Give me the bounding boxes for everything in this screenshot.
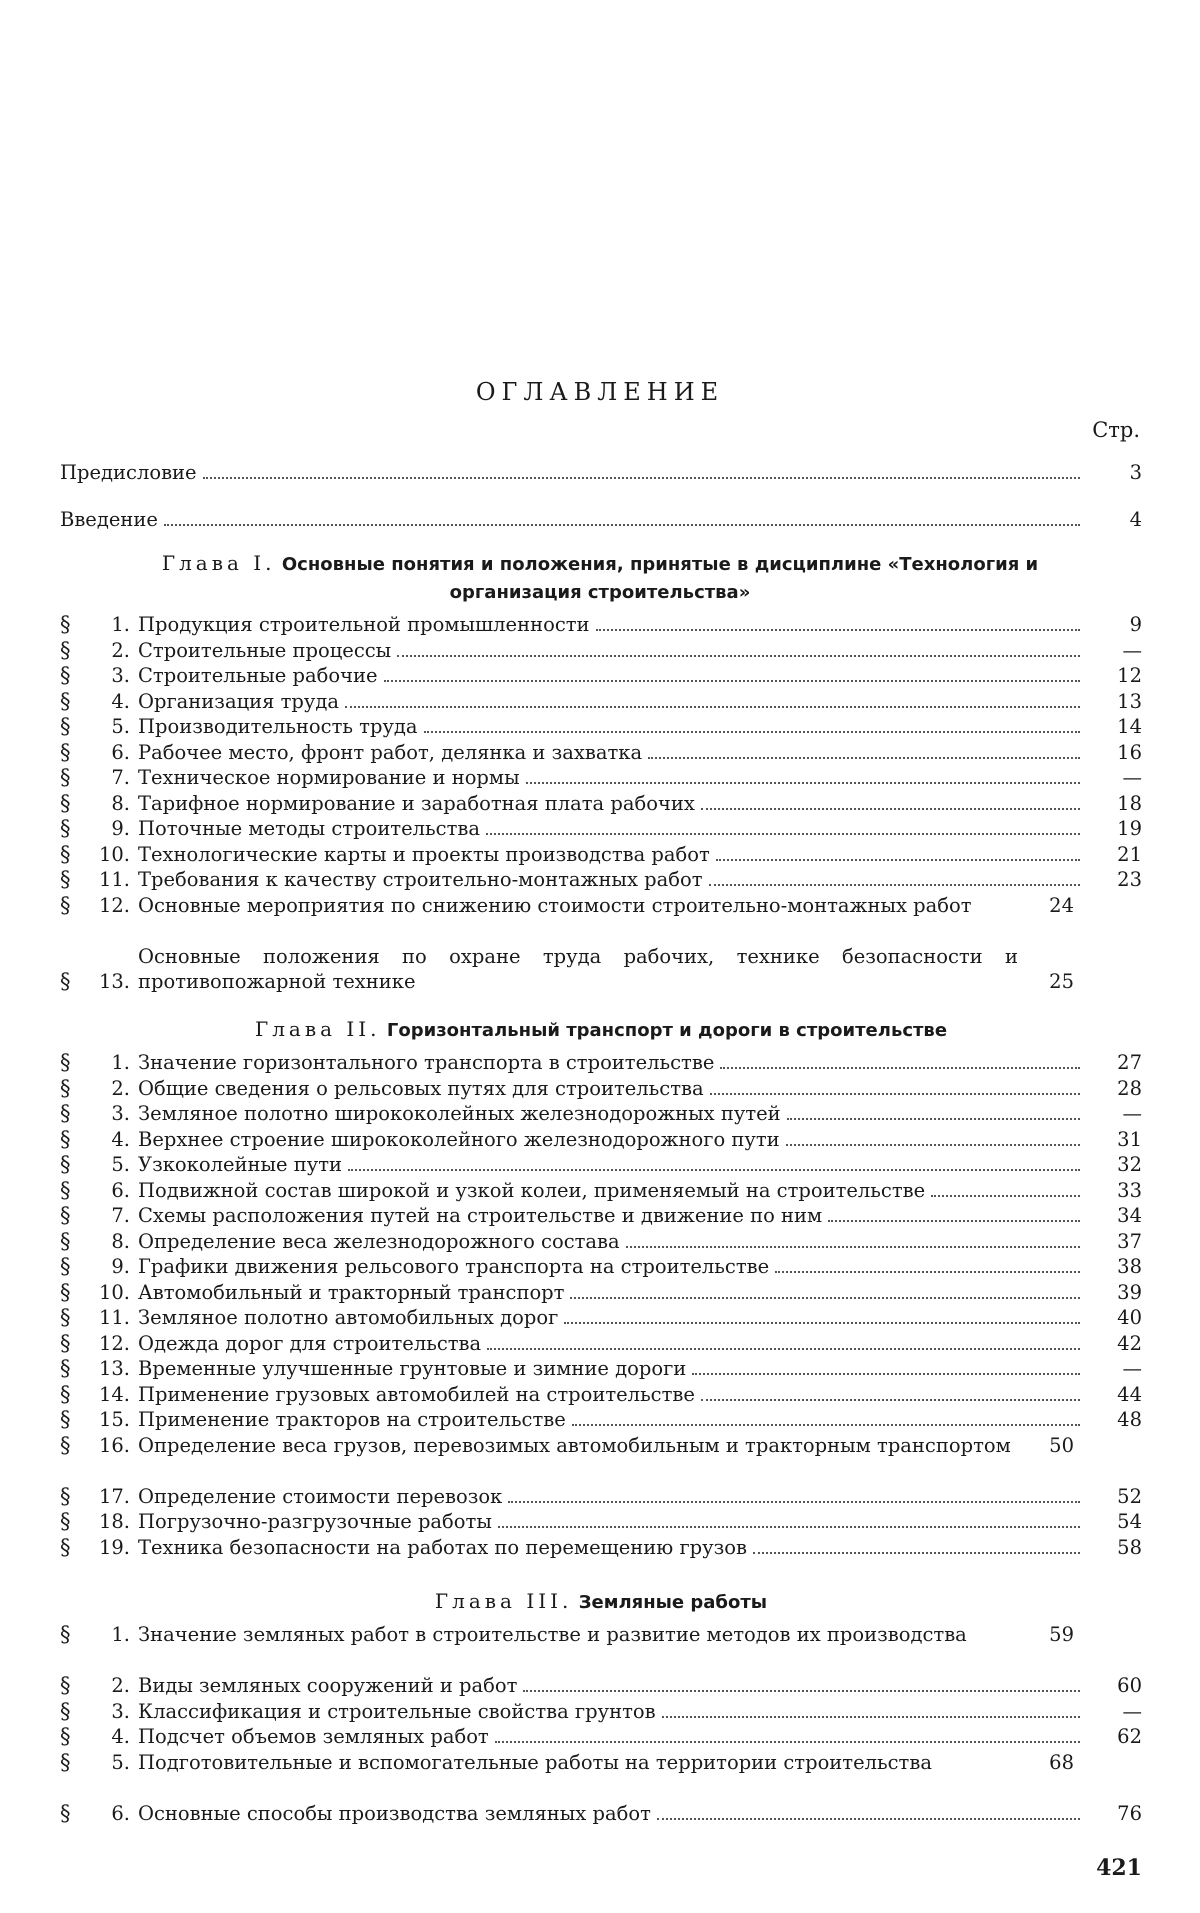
dot-leader: [648, 757, 1080, 759]
entry-title: Технологические карты и проекты производства работ: [138, 842, 710, 866]
entry-title: Погрузочно-разгрузочные работы: [138, 1510, 492, 1533]
toc-entry: [60, 1673, 1142, 1698]
entry-number: 5.: [111, 1750, 130, 1774]
entry-title: Верхнее строение ширококолейного железнодорожного пути: [138, 1127, 780, 1151]
section-sign: §: [60, 1534, 71, 1559]
entry-page: 40: [1117, 1306, 1142, 1329]
entry-title: Одежда дорог для строительства: [138, 1331, 482, 1355]
page-column-header: Стр.: [1092, 418, 1140, 442]
section-sign: §: [60, 1432, 71, 1457]
entry-title: Техническое нормирование и нормы: [138, 766, 520, 789]
entry-page: 27: [1117, 1051, 1142, 1074]
entry-page: —: [1122, 1102, 1142, 1125]
page-number: 421: [1096, 1855, 1142, 1881]
entry-page: 76: [1117, 1801, 1142, 1825]
section-sign: §: [60, 1698, 71, 1723]
section-sign: §: [60, 1483, 71, 1508]
entry-title: Строительные процессы: [138, 638, 392, 662]
entry-title: Техника безопасности на работах по перемещению грузов: [138, 1535, 747, 1559]
toc-entry: [60, 816, 1142, 841]
chapter-heading: [60, 1588, 1142, 1616]
section-sign: §: [60, 1381, 71, 1406]
entry-number: 2.: [111, 1076, 130, 1100]
section-sign: §: [60, 1254, 71, 1278]
entry-number: 2.: [111, 638, 130, 662]
entry-number: 18.: [98, 1510, 130, 1533]
entry-title: Подвижной состав широкой и узкой колеи, применяемый на строительстве: [138, 1178, 926, 1202]
dot-leader: [523, 1690, 1080, 1692]
dot-leader: [570, 1297, 1080, 1299]
toc-entry: [60, 1127, 1142, 1152]
dot-leader: [348, 1169, 1080, 1171]
section-sign: §: [60, 1305, 71, 1329]
entry-title: Временные улучшенные грунтовые и зимние дороги: [138, 1357, 687, 1380]
dot-leader: [775, 1271, 1080, 1273]
toc-entry: [60, 944, 1142, 994]
dot-leader: [486, 833, 1080, 835]
dot-leader: [931, 1195, 1080, 1197]
entry-page: 9: [1129, 613, 1142, 636]
toc-entry: [60, 1750, 1142, 1775]
dot-leader: [701, 808, 1080, 810]
toc-entry: [60, 740, 1142, 765]
entry-number: 10.: [98, 1280, 130, 1304]
toc-entry: [60, 663, 1142, 688]
entry-title: Виды земляных сооружений и работ: [138, 1674, 518, 1697]
toc-entry: [60, 1101, 1142, 1126]
section-sign: §: [60, 1673, 71, 1697]
entry-number: 17.: [98, 1484, 130, 1508]
section-sign: §: [60, 1279, 71, 1304]
entry-number: 12.: [98, 1331, 130, 1355]
section-sign: §: [60, 1203, 71, 1227]
entry-number: 4.: [111, 1127, 130, 1151]
entry-title: Рабочее место, фронт работ, делянка и захватка: [138, 740, 643, 764]
entry-title: Продукция строительной промышленности: [138, 613, 590, 636]
entry-page: 60: [1117, 1674, 1142, 1697]
dot-leader: [596, 629, 1080, 631]
section-sign: §: [60, 663, 71, 687]
chapter-label: Глава I.: [161, 551, 276, 575]
dot-leader: [384, 680, 1080, 682]
entry-page: 34: [1117, 1204, 1142, 1227]
entry-title: Определение веса железнодорожного состава: [138, 1229, 620, 1253]
entry-title: Подсчет объемов земляных работ: [138, 1725, 489, 1748]
entry-number: 6.: [111, 1178, 130, 1202]
section-sign: §: [60, 841, 71, 866]
dot-leader: [657, 1818, 1080, 1820]
entry-number: 4.: [111, 1725, 130, 1748]
entry-number: 19.: [98, 1535, 130, 1559]
section-sign: §: [60, 1356, 71, 1380]
entry-page: —: [1122, 766, 1142, 789]
entry-title: Организация труда: [138, 689, 339, 713]
entry-title: Земляное полотно ширококолейных железнодорожных путей: [138, 1102, 781, 1125]
toc-entry: [60, 1152, 1142, 1177]
toc-entry: [60, 714, 1142, 739]
toc-entry: [60, 1280, 1142, 1305]
section-sign: §: [60, 1126, 71, 1151]
entry-page: —: [1122, 638, 1142, 662]
entry-page: —: [1122, 1357, 1142, 1380]
entry-title: Значение горизонтального транспорта в строительстве: [138, 1051, 715, 1074]
entry-title: Основные способы производства земляных работ: [138, 1801, 651, 1825]
toc-entry: [60, 791, 1142, 816]
entry-number: 5.: [111, 1153, 130, 1176]
toc-entry: [60, 1407, 1142, 1432]
entry-page: 42: [1117, 1331, 1142, 1355]
chapter-heading: [140, 550, 1060, 606]
section-sign: §: [60, 1101, 71, 1125]
toc-entry: [60, 1382, 1142, 1407]
dot-leader: [716, 859, 1080, 861]
toc-entry: [60, 765, 1142, 790]
chapter-title: Горизонтальный транспорт и дороги в строительстве: [386, 1020, 948, 1041]
entry-number: 12.: [98, 893, 130, 917]
dot-leader: [787, 1118, 1080, 1120]
entry-title: Автомобильный и тракторный транспорт: [138, 1280, 565, 1304]
dot-leader: [424, 731, 1080, 733]
entry-number: 13.: [98, 969, 130, 993]
entry-number: 7.: [111, 1204, 130, 1227]
dot-leader: [753, 1552, 1080, 1554]
dot-leader: [662, 1716, 1080, 1718]
section-sign: §: [60, 968, 71, 993]
section-sign: §: [60, 1749, 71, 1774]
entry-title: Предисловие: [60, 461, 197, 484]
entry-number: 9.: [111, 1255, 130, 1278]
dot-leader: [526, 782, 1080, 784]
entry-number: 9.: [111, 817, 130, 840]
entry-page: 68: [1049, 1750, 1074, 1774]
section-sign: §: [60, 1228, 71, 1253]
entry-page: 32: [1117, 1153, 1142, 1176]
chapter-title: Земляные работы: [578, 1592, 768, 1613]
toc-entry: [60, 893, 1142, 918]
section-sign: §: [60, 1509, 71, 1533]
chapter-title: Основные понятия и положения, принятые в дисциплине «Технология и организация строительства»: [281, 554, 1039, 603]
chapter-label: Глава II.: [254, 1017, 381, 1041]
toc-entry: [60, 1331, 1142, 1356]
toc-entry: [60, 1229, 1142, 1254]
entry-page: 52: [1117, 1484, 1142, 1508]
toc-title: ОГЛАВЛЕНИЕ: [475, 378, 725, 406]
entry-page: 12: [1117, 664, 1142, 687]
entry-title: Требования к качеству строительно-монтажных работ: [138, 868, 703, 891]
toc-entry: [60, 1050, 1142, 1075]
toc-entry: [60, 842, 1142, 867]
toc-entry: [60, 689, 1142, 714]
entry-page: 54: [1117, 1510, 1142, 1533]
toc-entry: [60, 1356, 1142, 1381]
entry-title: Введение: [60, 508, 158, 531]
section-sign: §: [60, 1407, 71, 1431]
entry-title: Общие сведения о рельсовых путях для строительства: [138, 1076, 704, 1100]
entry-title: Основные мероприятия по снижению стоимости строительно-монтажных работ: [138, 893, 972, 917]
entry-number: 3.: [111, 664, 130, 687]
entry-number: 13.: [98, 1357, 130, 1380]
entry-number: 2.: [111, 1674, 130, 1697]
toc-entry: [60, 1535, 1142, 1560]
toc-entry: [60, 612, 1142, 637]
toc-entry: [60, 1305, 1142, 1330]
section-sign: §: [60, 1075, 71, 1100]
entry-page: 62: [1117, 1725, 1142, 1748]
toc-entry: [60, 1203, 1142, 1228]
entry-number: 15.: [98, 1408, 130, 1431]
section-sign: §: [60, 688, 71, 713]
entry-title: Схемы расположения путей на строительстве и движение по ним: [138, 1204, 823, 1227]
dot-leader: [692, 1373, 1080, 1375]
toc-entry: [60, 1801, 1142, 1826]
dot-leader: [572, 1424, 1080, 1426]
entry-number: 7.: [111, 766, 130, 789]
entry-number: 3.: [111, 1699, 130, 1723]
section-sign: §: [60, 1622, 71, 1646]
section-sign: §: [60, 612, 71, 636]
entry-page: 14: [1117, 715, 1142, 738]
entry-page: 39: [1117, 1280, 1142, 1304]
entry-page: 28: [1117, 1076, 1142, 1100]
dot-leader: [164, 524, 1080, 526]
toc-entry: [60, 1724, 1142, 1749]
toc-entry: [60, 1433, 1142, 1458]
entry-number: 8.: [111, 791, 130, 815]
entry-title: Определение веса грузов, перевозимых автомобильным и тракторным транспортом: [138, 1433, 1011, 1457]
dot-leader: [564, 1322, 1080, 1324]
section-sign: §: [60, 892, 71, 917]
section-sign: §: [60, 867, 71, 891]
entry-title: Графики движения рельсового транспорта на строительстве: [138, 1255, 770, 1278]
section-sign: §: [60, 790, 71, 815]
entry-page: 24: [1049, 893, 1074, 917]
section-sign: §: [60, 739, 71, 764]
section-sign: §: [60, 714, 71, 738]
entry-title: Основные положения по охране труда рабочих, технике безопасности и противопожарной технике: [138, 944, 1018, 993]
entry-page: 21: [1117, 842, 1142, 866]
entry-title: Тарифное нормирование и заработная плата рабочих: [138, 791, 695, 815]
toc-entry: [60, 1076, 1142, 1101]
toc-entry: [60, 1699, 1142, 1724]
entry-number: 8.: [111, 1229, 130, 1253]
entry-title: Строительные рабочие: [138, 664, 378, 687]
entry-page: 23: [1117, 868, 1142, 891]
section-sign: §: [60, 1724, 71, 1748]
entry-page: 58: [1117, 1535, 1142, 1559]
entry-page: 3: [1129, 461, 1142, 484]
entry-page: 33: [1117, 1178, 1142, 1202]
entry-number: 6.: [111, 740, 130, 764]
toc-entry: [60, 638, 1142, 663]
entry-page: 13: [1117, 689, 1142, 713]
entry-page: 4: [1129, 508, 1142, 531]
toc-entry: [60, 460, 1142, 485]
entry-page: —: [1122, 1699, 1142, 1723]
dot-leader: [397, 655, 1080, 657]
section-sign: §: [60, 816, 71, 840]
entry-number: 4.: [111, 689, 130, 713]
entry-page: 50: [1049, 1433, 1074, 1457]
entry-title: Применение тракторов на строительстве: [138, 1408, 566, 1431]
toc-entry: [60, 867, 1142, 892]
toc-entry: [60, 1178, 1142, 1203]
entry-page: 19: [1117, 817, 1142, 840]
section-sign: §: [60, 1330, 71, 1355]
entry-page: 25: [1049, 969, 1074, 993]
entry-title: Классификация и строительные свойства грунтов: [138, 1699, 656, 1723]
entry-number: 11.: [98, 868, 130, 891]
dot-leader: [709, 884, 1080, 886]
entry-number: 1.: [111, 1051, 130, 1074]
section-sign: §: [60, 637, 71, 662]
entry-number: 10.: [98, 842, 130, 866]
dot-leader: [487, 1348, 1080, 1350]
entry-page: 31: [1117, 1127, 1142, 1151]
entry-title: Применение грузовых автомобилей на строительстве: [138, 1382, 695, 1406]
section-sign: §: [60, 765, 71, 789]
entry-title: Земляное полотно автомобильных дорог: [138, 1306, 559, 1329]
entry-number: 14.: [98, 1382, 130, 1406]
dot-leader: [508, 1501, 1080, 1503]
dot-leader: [828, 1220, 1080, 1222]
dot-leader: [701, 1399, 1080, 1401]
dot-leader: [203, 477, 1080, 479]
entry-number: 6.: [111, 1801, 130, 1825]
dot-leader: [710, 1093, 1080, 1095]
entry-page: 44: [1117, 1382, 1142, 1406]
dot-leader: [495, 1741, 1080, 1743]
toc-entry: [60, 1254, 1142, 1279]
entry-number: 11.: [98, 1306, 130, 1329]
entry-number: 1.: [111, 1623, 130, 1646]
toc-entry: [60, 507, 1142, 532]
dot-leader: [498, 1526, 1080, 1528]
section-sign: §: [60, 1050, 71, 1074]
entry-number: 3.: [111, 1102, 130, 1125]
entry-page: 18: [1117, 791, 1142, 815]
entry-number: 16.: [98, 1433, 130, 1457]
toc-entry: [60, 1622, 1142, 1647]
entry-title: Узкоколейные пути: [138, 1153, 343, 1176]
entry-page: 16: [1117, 740, 1142, 764]
dot-leader: [626, 1246, 1080, 1248]
entry-title: Подготовительные и вспомогательные работы на территории строительства: [138, 1750, 932, 1774]
section-sign: §: [60, 1177, 71, 1202]
entry-number: 5.: [111, 715, 130, 738]
chapter-heading: [60, 1016, 1142, 1044]
dot-leader: [345, 706, 1080, 708]
entry-page: 59: [1049, 1623, 1074, 1646]
toc-entry: [60, 1509, 1142, 1534]
chapter-label: Глава III.: [434, 1589, 573, 1613]
entry-title: Поточные методы строительства: [138, 817, 480, 840]
entry-page: 37: [1117, 1229, 1142, 1253]
section-sign: §: [60, 1152, 71, 1176]
toc-entry: [60, 1484, 1142, 1509]
entry-title: Значение земляных работ в строительстве и развитие методов их производства: [138, 1623, 967, 1646]
entry-page: 48: [1117, 1408, 1142, 1431]
entry-title: Производительность труда: [138, 715, 418, 738]
entry-number: 1.: [111, 613, 130, 636]
section-sign: §: [60, 1800, 71, 1825]
entry-page: 38: [1117, 1255, 1142, 1278]
entry-title: Определение стоимости перевозок: [138, 1484, 503, 1508]
dot-leader: [786, 1144, 1080, 1146]
dot-leader: [720, 1067, 1080, 1069]
